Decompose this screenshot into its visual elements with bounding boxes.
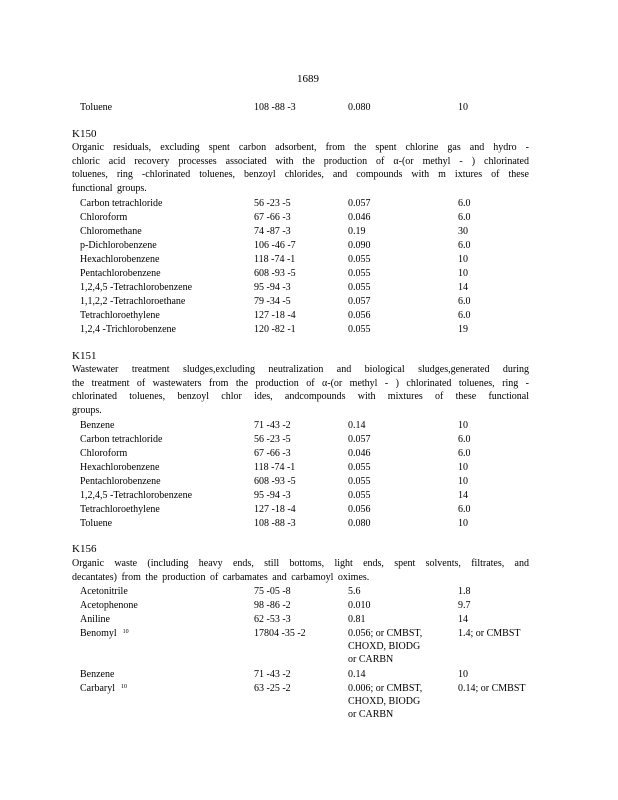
constituent-name: Hexachlorobenzene: [80, 462, 160, 473]
constituent-name: Carbon tetrachloride: [80, 198, 163, 209]
wastewater-standard: 0.14: [348, 420, 366, 431]
nonwastewater-standard: 10: [458, 102, 468, 113]
description-line: chlorinated toluenes, benzoyl chlor ides, andcompounds with mixtures of these functional: [72, 391, 529, 402]
constituent-name: Chloroform: [80, 212, 128, 223]
nonwastewater-standard: 10: [458, 254, 468, 265]
waste-code: K150: [72, 128, 97, 140]
description-line: Wastewater treatment sludges,excluding neutralization and biological sludges,generated during: [72, 364, 529, 375]
wastewater-standard: 0.046: [348, 212, 371, 223]
cas-number: 608 -93 -5: [254, 476, 296, 487]
cas-number: 63 -25 -2: [254, 683, 291, 694]
wastewater-standard: 0.057: [348, 296, 371, 307]
waste-code: K151: [72, 350, 97, 362]
nonwastewater-standard: 6.0: [458, 448, 471, 459]
constituent-name-text: Carbaryl: [80, 683, 115, 694]
waste-code: K156: [72, 543, 97, 555]
description-line: decantates) from the production of carbamates and carbamoyl oximes.: [72, 571, 370, 583]
nonwastewater-standard: 6.0: [458, 434, 471, 445]
description-line: Organic residuals, excluding spent carbon adsorbent, from the spent chlorine gas and hydro -: [72, 142, 529, 153]
constituent-name: Pentachlorobenzene: [80, 476, 161, 487]
nonwastewater-standard: 10: [458, 518, 468, 529]
constituent-name: Chloroform: [80, 448, 128, 459]
nonwastewater-standard: 0.14; or CMBST: [458, 683, 526, 694]
cas-number: 56 -23 -5: [254, 198, 291, 209]
constituent-name: p-Dichlorobenzene: [80, 240, 157, 251]
cas-number: 79 -34 -5: [254, 296, 291, 307]
description-line: chloric acid recovery processes associated with the production of α-(or methyl - ) chlorinated: [72, 155, 529, 167]
wastewater-standard: 0.81: [348, 614, 366, 625]
cas-number: 71 -43 -2: [254, 669, 291, 680]
description-line: groups.: [72, 404, 102, 416]
nonwastewater-standard: 14: [458, 614, 468, 625]
cas-number: 95 -94 -3: [254, 282, 291, 293]
nonwastewater-standard: 6.0: [458, 296, 471, 307]
wastewater-standard: 0.19: [348, 226, 366, 237]
wastewater-standard-line: or CARBN: [348, 654, 394, 665]
nonwastewater-standard: 19: [458, 324, 468, 335]
constituent-name: [80, 627, 129, 640]
nonwastewater-standard: 10: [458, 669, 468, 680]
cas-number: 71 -43 -2: [254, 420, 291, 431]
nonwastewater-standard: 6.0: [458, 310, 471, 321]
wastewater-standard: 0.055: [348, 254, 371, 265]
nonwastewater-standard: 30: [458, 226, 468, 237]
description-line: the treatment of wastewaters from the production of α-(or methyl - ) chlorinated toluenes, ring -: [72, 377, 529, 389]
cas-number: 118 -74 -1: [254, 254, 296, 265]
wastewater-standard: 0.057: [348, 434, 371, 445]
constituent-name: Pentachlorobenzene: [80, 268, 161, 279]
wastewater-standard: 0.080: [348, 518, 371, 529]
nonwastewater-standard: 10: [458, 462, 468, 473]
nonwastewater-standard: 9.7: [458, 600, 471, 611]
constituent-name: Tetrachloroethylene: [80, 310, 160, 321]
constituent-name: 1,2,4,5 -Tetrachlorobenzene: [80, 490, 193, 501]
wastewater-standard-line: or CARBN: [348, 709, 394, 720]
constituent-name: 1,1,2,2 -Tetrachloroethane: [80, 296, 186, 307]
wastewater-standard: 0.055: [348, 490, 371, 501]
cas-number: 108 -88 -3: [254, 518, 296, 529]
nonwastewater-standard: 1.8: [458, 586, 471, 597]
constituent-name: Carbon tetrachloride: [80, 434, 163, 445]
wastewater-standard: 0.056: [348, 310, 371, 321]
constituent-name: 1,2,4 -Trichlorobenzene: [80, 324, 176, 335]
wastewater-standard: 0.055: [348, 476, 371, 487]
nonwastewater-standard: 6.0: [458, 198, 471, 209]
footnote-marker: 10: [121, 684, 127, 690]
waste-description: [72, 141, 529, 195]
cas-number: 127 -18 -4: [254, 310, 296, 321]
description-line: Organic waste (including heavy ends, still bottoms, light ends, spent solvents, filtrates, and: [72, 558, 529, 569]
cas-number: 118 -74 -1: [254, 462, 296, 473]
nonwastewater-standard: 1.4; or CMBST: [458, 628, 521, 639]
nonwastewater-standard: 10: [458, 420, 468, 431]
cas-number: 56 -23 -5: [254, 434, 291, 445]
waste-description: [72, 557, 529, 584]
constituent-name: Aniline: [80, 614, 110, 625]
cas-number: 74 -87 -3: [254, 226, 291, 237]
wastewater-standard: 0.055: [348, 324, 371, 335]
cas-number: 67 -66 -3: [254, 448, 291, 459]
wastewater-standard: 0.046: [348, 448, 371, 459]
description-line: functional groups.: [72, 182, 147, 194]
cas-number: 75 -05 -8: [254, 586, 291, 597]
constituent-name: Chloromethane: [80, 226, 142, 237]
nonwastewater-standard: 6.0: [458, 240, 471, 251]
wastewater-standard: 0.055: [348, 268, 371, 279]
wastewater-standard-line: CHOXD, BIODG: [348, 696, 421, 707]
constituent-name: Toluene: [80, 102, 113, 113]
cas-number: 98 -86 -2: [254, 600, 291, 611]
wastewater-standard-line: 0.006; or CMBST,: [348, 683, 423, 694]
cas-number: 108 -88 -3: [254, 102, 296, 113]
constituent-name: Hexachlorobenzene: [80, 254, 160, 265]
constituent-name: Acetophenone: [80, 600, 138, 611]
constituent-name: Acetonitrile: [80, 586, 128, 597]
constituent-name: Tetrachloroethylene: [80, 504, 160, 515]
constituent-name-text: Benomyl: [80, 628, 117, 639]
wastewater-standard: 0.055: [348, 462, 371, 473]
wastewater-standard: 0.080: [348, 102, 371, 113]
wastewater-standard: 0.055: [348, 282, 371, 293]
page-number: 1689: [297, 73, 319, 85]
wastewater-standard: 0.090: [348, 240, 371, 251]
constituent-name: Benzene: [80, 669, 115, 680]
nonwastewater-standard: 14: [458, 282, 468, 293]
cas-number: 62 -53 -3: [254, 614, 291, 625]
cas-number: 17804 -35 -2: [254, 628, 306, 639]
cas-number: 67 -66 -3: [254, 212, 291, 223]
wastewater-standard: 0.14: [348, 669, 366, 680]
cas-number: 95 -94 -3: [254, 490, 291, 501]
cas-number: 608 -93 -5: [254, 268, 296, 279]
cas-number: 106 -46 -7: [254, 240, 296, 251]
wastewater-standard-line: 0.056; or CMBST,: [348, 628, 423, 639]
constituent-name: Benzene: [80, 420, 115, 431]
constituent-name: [80, 682, 127, 695]
constituent-name: Toluene: [80, 518, 113, 529]
nonwastewater-standard: 6.0: [458, 212, 471, 223]
nonwastewater-standard: 10: [458, 476, 468, 487]
nonwastewater-standard: 6.0: [458, 504, 471, 515]
wastewater-standard: 0.056: [348, 504, 371, 515]
description-line: toluenes, ring -chlorinated toluenes, benzoyl chlorides, and compounds with m ixtures of these: [72, 169, 529, 180]
nonwastewater-standard: 10: [458, 268, 468, 279]
waste-description: [72, 363, 529, 417]
footnote-marker: 10: [122, 629, 129, 635]
wastewater-standard: 0.010: [348, 600, 371, 611]
nonwastewater-standard: 14: [458, 490, 468, 501]
wastewater-standard-line: CHOXD, BIODG: [348, 641, 421, 652]
wastewater-standard: 0.057: [348, 198, 371, 209]
wastewater-standard: 5.6: [348, 586, 361, 597]
constituent-name: 1,2,4,5 -Tetrachlorobenzene: [80, 282, 193, 293]
cas-number: 120 -82 -1: [254, 324, 296, 335]
cas-number: 127 -18 -4: [254, 504, 296, 515]
